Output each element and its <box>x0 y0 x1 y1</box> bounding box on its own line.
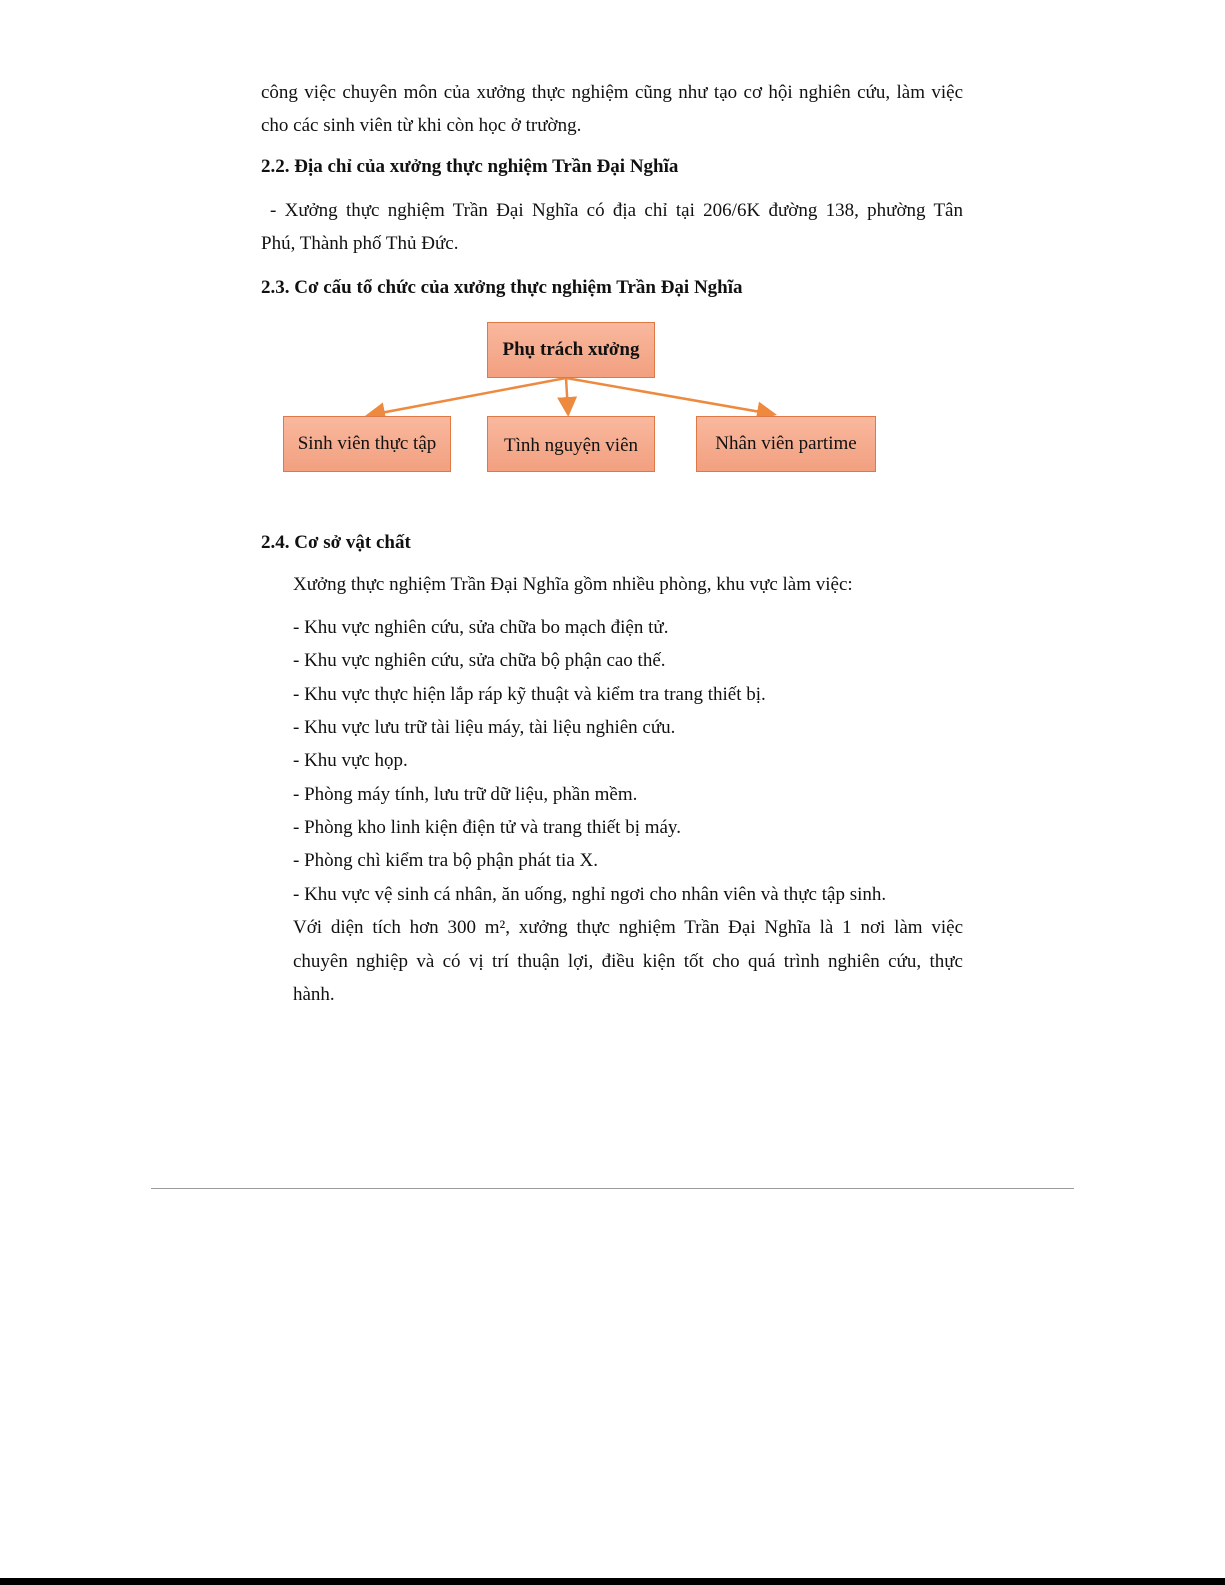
closing-line-1: Với diện tích hơn 300 m², xưởng thực nghiệm Trần Đại Nghĩa là 1 nơi làm việc <box>293 917 963 938</box>
org-node-workshop-head: Phụ trách xưởng <box>487 322 655 378</box>
section-2-3-heading: 2.3. Cơ cấu tổ chức của xưởng thực nghiệm Trần Đại Nghĩa <box>261 277 743 298</box>
list-item: - Khu vực vệ sinh cá nhân, ăn uống, nghỉ ngơi cho nhân viên và thực tập sinh. <box>293 884 887 905</box>
list-item: - Phòng chì kiểm tra bộ phận phát tia X. <box>293 850 598 871</box>
closing-line-2: chuyên nghiệp và có vị trí thuận lợi, điều kiện tốt cho quá trình nghiên cứu, thực <box>293 951 963 972</box>
list-item: - Khu vực lưu trữ tài liệu máy, tài liệu nghiên cứu. <box>293 717 676 738</box>
facilities-intro: Xưởng thực nghiệm Trần Đại Nghĩa gồm nhiều phòng, khu vực làm việc: <box>293 574 853 595</box>
closing-line-3: hành. <box>293 984 335 1005</box>
connector-to-intern <box>370 378 566 415</box>
address-line-1: - Xưởng thực nghiệm Trần Đại Nghĩa có địa chỉ tại 206/6K đường 138, phường Tân <box>270 200 963 221</box>
org-node-intern: Sinh viên thực tập <box>283 416 451 472</box>
org-node-parttime-staff: Nhân viên partime <box>696 416 876 472</box>
intro-line-2: cho các sinh viên từ khi còn học ở trường. <box>261 115 582 136</box>
section-2-2-heading: 2.2. Địa chỉ của xưởng thực nghiệm Trần Đại Nghĩa <box>261 156 679 177</box>
org-node-volunteer: Tình nguyện viên <box>487 416 655 472</box>
list-item: - Khu vực họp. <box>293 750 408 771</box>
address-line-2: Phú, Thành phố Thủ Đức. <box>261 233 459 254</box>
connector-to-parttime <box>566 378 772 414</box>
list-item: - Khu vực nghiên cứu, sửa chữa bo mạch điện tử. <box>293 617 669 638</box>
list-item: - Khu vực nghiên cứu, sửa chữa bộ phận cao thế. <box>293 650 666 671</box>
list-item: - Khu vực thực hiện lắp ráp kỹ thuật và kiểm tra trang thiết bị. <box>293 684 766 705</box>
page-bottom-edge <box>0 1578 1225 1585</box>
footer-divider <box>151 1188 1074 1189</box>
list-item: - Phòng kho linh kiện điện tử và trang thiết bị máy. <box>293 817 681 838</box>
intro-line-1: công việc chuyên môn của xưởng thực nghiệm cũng như tạo cơ hội nghiên cứu, làm việc <box>261 82 963 103</box>
section-2-4-heading: 2.4. Cơ sở vật chất <box>261 532 411 553</box>
connector-to-volunteer <box>566 378 568 412</box>
list-item: - Phòng máy tính, lưu trữ dữ liệu, phần mềm. <box>293 784 638 805</box>
